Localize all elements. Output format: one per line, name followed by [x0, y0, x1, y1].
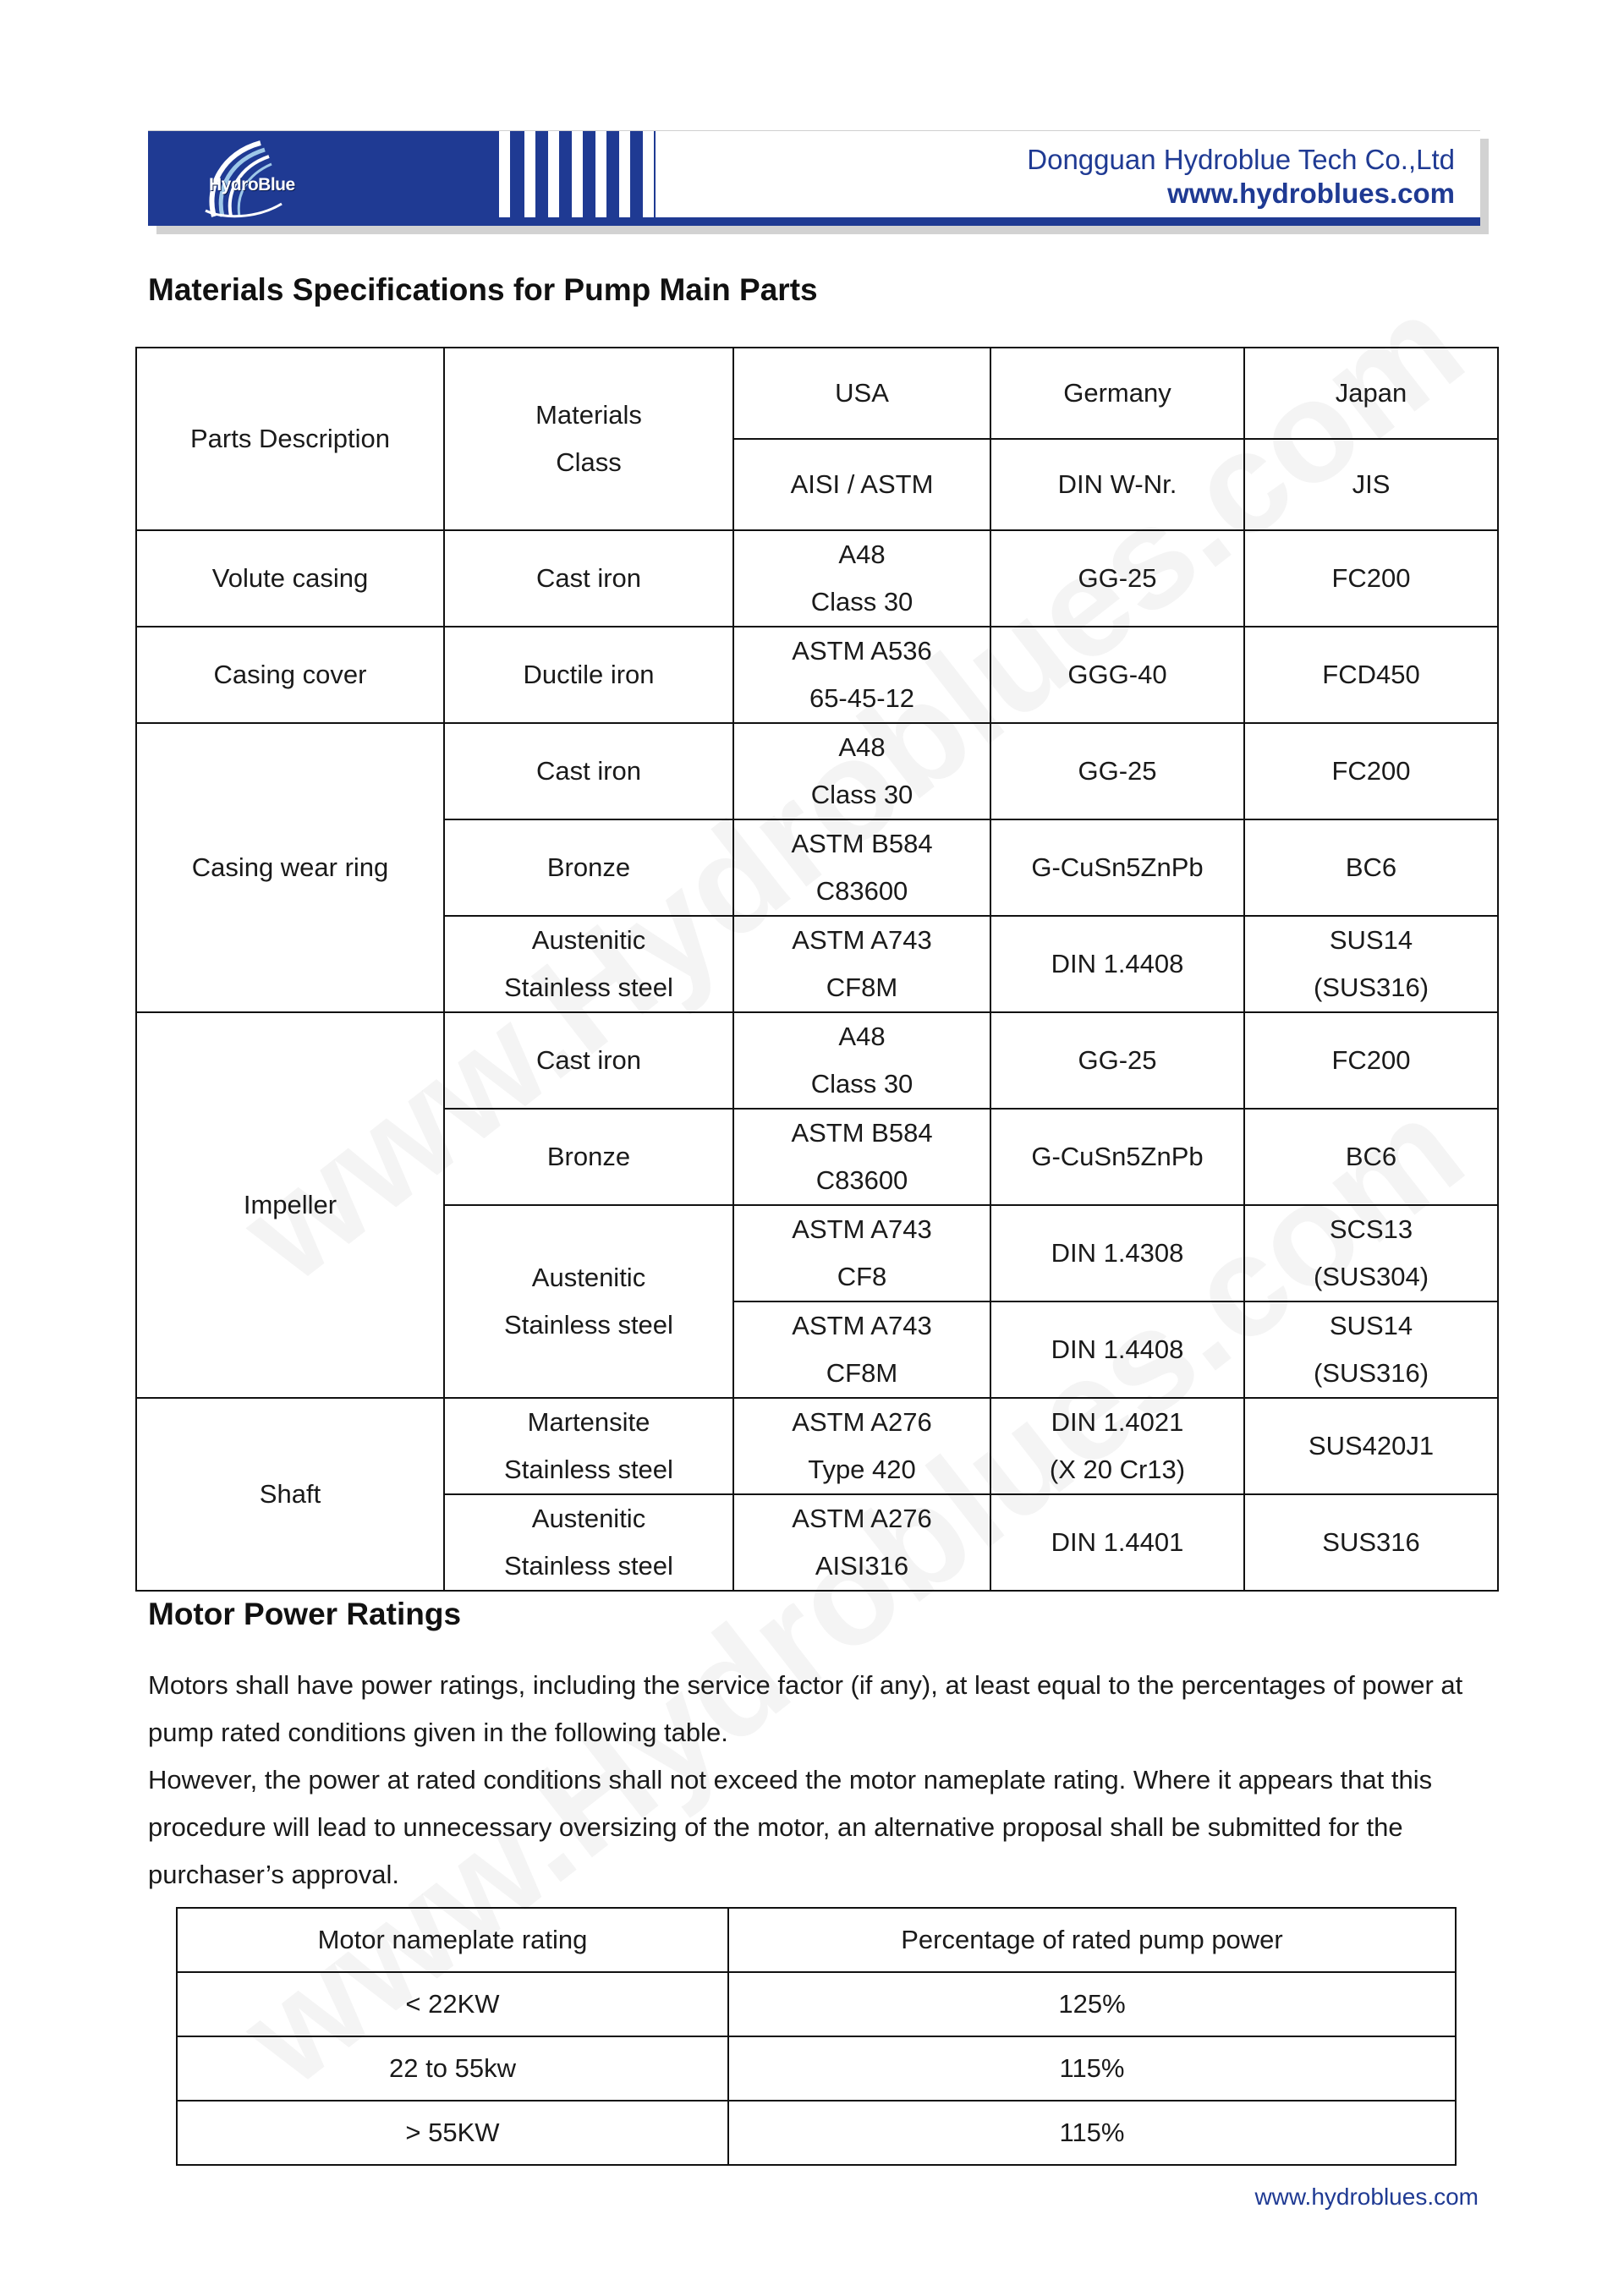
part-cell: Casing wear ring: [136, 723, 444, 1012]
japan-cell: FC200: [1244, 723, 1498, 819]
class-cell: Austenitic Stainless steel: [444, 1494, 733, 1591]
usa-cell: A48 Class 30: [733, 530, 990, 627]
japan-cell: FC200: [1244, 1012, 1498, 1109]
part-cell: Impeller: [136, 1012, 444, 1398]
table-row: [177, 2036, 1456, 2101]
header-jis: JIS: [1244, 439, 1498, 530]
class-cell: Ductile iron: [444, 627, 733, 723]
header-nameplate: Motor nameplate rating: [177, 1908, 728, 1972]
part-cell: Shaft: [136, 1398, 444, 1591]
nameplate-cell: 22 to 55kw: [177, 2036, 728, 2101]
table-row: [177, 2101, 1456, 2165]
usa-cell: ASTM B584 C83600: [733, 1109, 990, 1205]
japan-cell: SUS14 (SUS316): [1244, 1301, 1498, 1398]
motor-table: [176, 1907, 1457, 2166]
germany-cell: G-CuSn5ZnPb: [990, 1109, 1244, 1205]
class-cell: Cast iron: [444, 530, 733, 627]
japan-cell: SUS316: [1244, 1494, 1498, 1591]
part-cell: Casing cover: [136, 627, 444, 723]
usa-cell: ASTM A276 Type 420: [733, 1398, 990, 1494]
germany-cell: DIN 1.4308: [990, 1205, 1244, 1301]
company-website[interactable]: www.hydroblues.com: [1167, 178, 1455, 209]
usa-cell: A48 Class 30: [733, 723, 990, 819]
class-cell: Austenitic Stainless steel: [444, 916, 733, 1012]
germany-cell: G-CuSn5ZnPb: [990, 819, 1244, 916]
germany-cell: GG-25: [990, 723, 1244, 819]
banner-stripes: [499, 131, 660, 217]
japan-cell: SUS14 (SUS316): [1244, 916, 1498, 1012]
usa-cell: ASTM A276 AISI316: [733, 1494, 990, 1591]
nameplate-cell: > 55KW: [177, 2101, 728, 2165]
class-cell: Bronze: [444, 819, 733, 916]
nameplate-cell: < 22KW: [177, 1972, 728, 2036]
germany-cell: DIN 1.4401: [990, 1494, 1244, 1591]
percentage-cell: 115%: [728, 2101, 1456, 2165]
table-row: [136, 530, 1498, 627]
table-row: [177, 1972, 1456, 2036]
header-percentage: Percentage of rated pump power: [728, 1908, 1456, 1972]
table-row: [136, 1012, 1498, 1109]
header-germany: Germany: [990, 348, 1244, 439]
germany-cell: GG-25: [990, 1012, 1244, 1109]
header-parts-description: Parts Description: [136, 348, 444, 530]
japan-cell: SUS420J1: [1244, 1398, 1498, 1494]
class-cell: Cast iron: [444, 1012, 733, 1109]
japan-cell: BC6: [1244, 819, 1498, 916]
footer-website[interactable]: www.hydroblues.com: [1254, 2184, 1479, 2210]
company-name: Dongguan Hydroblue Tech Co.,Ltd: [1027, 144, 1455, 175]
germany-cell: DIN 1.4021 (X 20 Cr13): [990, 1398, 1244, 1494]
japan-cell: BC6: [1244, 1109, 1498, 1205]
table-row: [136, 1398, 1498, 1494]
percentage-cell: 125%: [728, 1972, 1456, 2036]
motor-paragraph-1: Motors shall have power ratings, including the service factor (if any), at least equal to the percentages of power at pump rated conditions given in the following table.: [148, 1670, 1463, 1747]
part-cell: Volute casing: [136, 530, 444, 627]
japan-cell: FC200: [1244, 530, 1498, 627]
header-materials-class: Materials Class: [444, 348, 733, 530]
table-header-row: [177, 1908, 1456, 1972]
germany-cell: DIN 1.4408: [990, 1301, 1244, 1398]
banner-underline: [656, 217, 1480, 226]
usa-cell: ASTM A743 CF8M: [733, 916, 990, 1012]
table-row: [136, 627, 1498, 723]
materials-heading: Materials Specifications for Pump Main Parts: [148, 272, 818, 307]
company-block: [1027, 143, 1455, 211]
usa-cell: A48 Class 30: [733, 1012, 990, 1109]
table-row: [136, 723, 1498, 819]
class-cell: Bronze: [444, 1109, 733, 1205]
usa-cell: ASTM B584 C83600: [733, 819, 990, 916]
motor-paragraph-2: However, the power at rated conditions shall not exceed the motor nameplate rating. Where it appears that this procedure will lead to unnecessary oversizing of the motor, an alternative proposal shall be submitted for the purchaser’s approval.: [148, 1765, 1433, 1889]
japan-cell: SCS13 (SUS304): [1244, 1205, 1498, 1301]
class-cell: Cast iron: [444, 723, 733, 819]
header-banner: [148, 130, 1480, 226]
germany-cell: GGG-40: [990, 627, 1244, 723]
header-usa: USA: [733, 348, 990, 439]
materials-table: [135, 347, 1499, 1592]
class-cell: Austenitic Stainless steel: [444, 1205, 733, 1398]
germany-cell: GG-25: [990, 530, 1244, 627]
germany-cell: DIN 1.4408: [990, 916, 1244, 1012]
usa-cell: ASTM A743 CF8: [733, 1205, 990, 1301]
logo-text: HydroBlue: [209, 175, 295, 195]
usa-cell: ASTM A536 65-45-12: [733, 627, 990, 723]
header-japan: Japan: [1244, 348, 1498, 439]
header-din: DIN W-Nr.: [990, 439, 1244, 530]
motor-heading: Motor Power Ratings: [148, 1597, 462, 1631]
class-cell: Martensite Stainless steel: [444, 1398, 733, 1494]
header-aisi: AISI / ASTM: [733, 439, 990, 530]
percentage-cell: 115%: [728, 2036, 1456, 2101]
usa-cell: ASTM A743 CF8M: [733, 1301, 990, 1398]
table-header-row: [136, 348, 1498, 439]
japan-cell: FCD450: [1244, 627, 1498, 723]
